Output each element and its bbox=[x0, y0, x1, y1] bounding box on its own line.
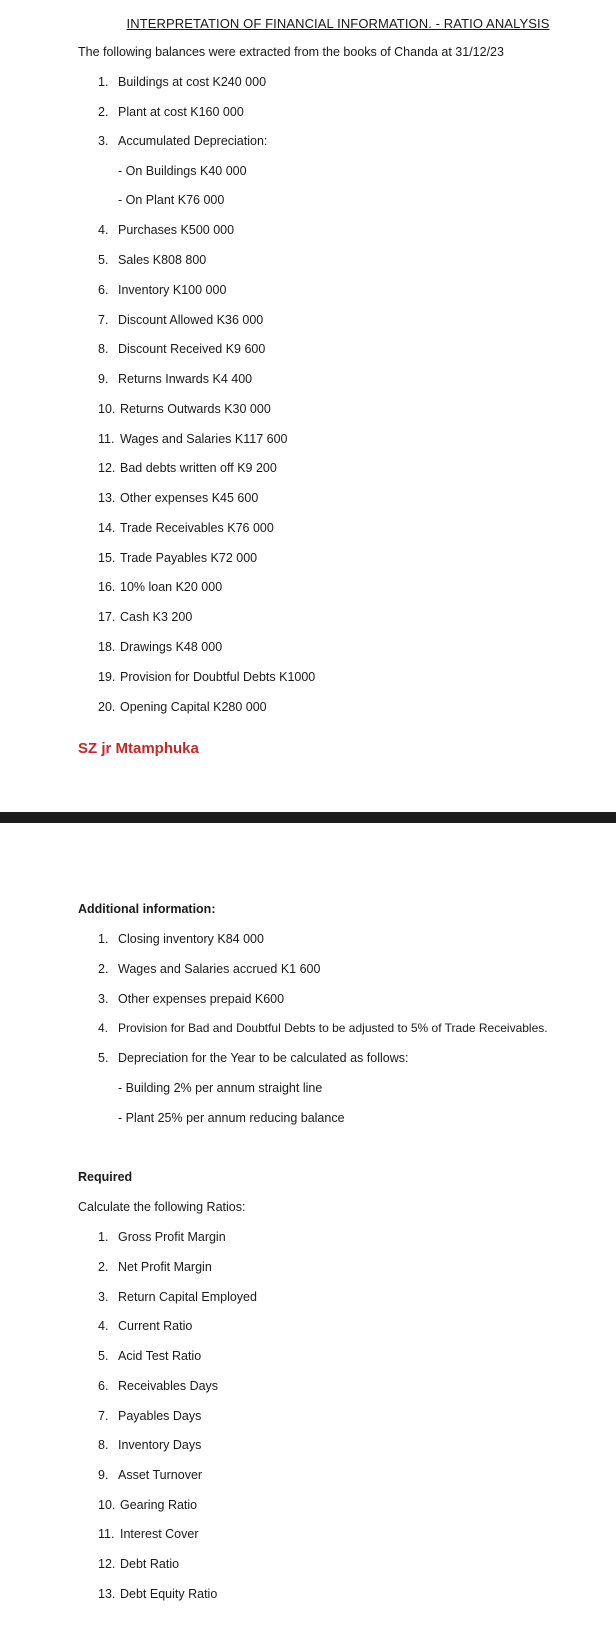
required-intro: Calculate the following Ratios: bbox=[78, 1200, 246, 1214]
list-item: 17. Cash K3 200 bbox=[98, 610, 193, 624]
list-item: 1. Closing inventory K84 000 bbox=[98, 932, 264, 946]
list-item: 10. Returns Outwards K30 000 bbox=[98, 402, 271, 416]
list-item: 2. Plant at cost K160 000 bbox=[98, 105, 244, 119]
sub-item: - On Plant K76 000 bbox=[118, 193, 225, 207]
list-item: 13. Debt Equity Ratio bbox=[98, 1587, 218, 1601]
list-item: 14. Trade Receivables K76 000 bbox=[98, 521, 274, 535]
list-item: 4. Current Ratio bbox=[98, 1319, 193, 1333]
list-item: 2. Wages and Salaries accrued K1 600 bbox=[98, 962, 321, 976]
list-item: 5. Depreciation for the Year to be calculated as follows: bbox=[98, 1051, 409, 1065]
list-item: 8. Discount Received K9 600 bbox=[98, 342, 266, 356]
list-item: 5. Acid Test Ratio bbox=[98, 1349, 202, 1363]
list-item: 1. Gross Profit Margin bbox=[98, 1230, 226, 1244]
sub-item: - Plant 25% per annum reducing balance bbox=[118, 1111, 345, 1125]
list-item: 1. Buildings at cost K240 000 bbox=[98, 75, 267, 89]
list-item: 6. Receivables Days bbox=[98, 1379, 219, 1393]
list-item: 16. 10% loan K20 000 bbox=[98, 580, 223, 594]
list-item: 2. Net Profit Margin bbox=[98, 1260, 212, 1274]
list-item: 5. Sales K808 800 bbox=[98, 253, 207, 267]
divider bbox=[0, 812, 616, 823]
required-heading: Required bbox=[78, 1170, 133, 1184]
list-item: 4. Provision for Bad and Doubtful Debts to be adjusted to 5% of Trade Receivables. bbox=[98, 1021, 548, 1035]
list-item: 8. Inventory Days bbox=[98, 1438, 202, 1452]
list-item: 13. Other expenses K45 600 bbox=[98, 491, 259, 505]
list-item: 3. Other expenses prepaid K600 bbox=[98, 992, 285, 1006]
list-item: 11. Wages and Salaries K117 600 bbox=[98, 432, 288, 446]
list-item: 19. Provision for Doubtful Debts K1000 bbox=[98, 670, 316, 684]
list-item: 7. Discount Allowed K36 000 bbox=[98, 313, 264, 327]
list-item: 10. Gearing Ratio bbox=[98, 1498, 198, 1512]
sub-item: - Building 2% per annum straight line bbox=[118, 1081, 323, 1095]
list-item: 18. Drawings K48 000 bbox=[98, 640, 223, 654]
sub-item: - On Buildings K40 000 bbox=[118, 164, 247, 178]
list-item: 6. Inventory K100 000 bbox=[98, 283, 227, 297]
list-item: 7. Payables Days bbox=[98, 1409, 202, 1423]
additional-heading: Additional information: bbox=[78, 902, 216, 916]
list-item: 12. Bad debts written off K9 200 bbox=[98, 461, 277, 475]
list-item: 12. Debt Ratio bbox=[98, 1557, 180, 1571]
intro-text: The following balances were extracted from the books of Chanda at 31/12/23 bbox=[78, 45, 504, 59]
document-title: INTERPRETATION OF FINANCIAL INFORMATION. - RATIO ANALYSIS bbox=[126, 16, 550, 31]
list-item: 3. Accumulated Depreciation: bbox=[98, 134, 268, 148]
list-item: 20. Opening Capital K280 000 bbox=[98, 700, 267, 714]
list-item: 9. Asset Turnover bbox=[98, 1468, 203, 1482]
author-name: SZ jr Mtamphuka bbox=[78, 740, 199, 757]
list-item: 9. Returns Inwards K4 400 bbox=[98, 372, 253, 386]
list-item: 15. Trade Payables K72 000 bbox=[98, 551, 258, 565]
list-item: 3. Return Capital Employed bbox=[98, 1290, 257, 1304]
list-item: 11. Interest Cover bbox=[98, 1527, 199, 1541]
list-item: 4. Purchases K500 000 bbox=[98, 223, 235, 237]
